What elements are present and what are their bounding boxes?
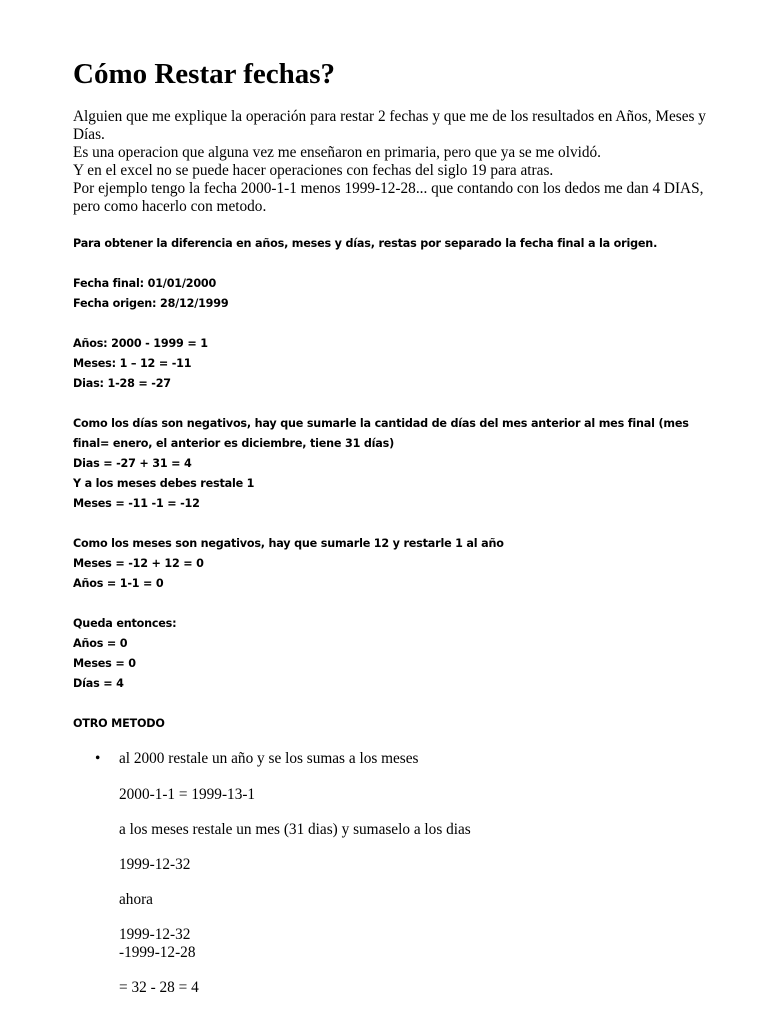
method-step: ahora xyxy=(119,891,153,908)
dias-line: Días = 4 xyxy=(73,677,124,690)
question-line: Alguien que me explique la operación para restar 2 fechas y que me de los resultados en Años, Meses y Días. xyxy=(73,108,706,143)
method-step: a los meses restale un mes (31 dias) y sumaselo a los dias xyxy=(119,821,471,838)
method-step: 1999-12-32 xyxy=(119,856,191,873)
method-step: 2000-1-1 = 1999-13-1 xyxy=(119,786,256,803)
question-line: Y en el excel no se puede hacer operaciones con fechas del siglo 19 para atras. xyxy=(73,162,554,179)
list-item xyxy=(73,750,713,997)
anos-line: Años = 1-1 = 0 xyxy=(73,577,164,590)
anos-line: Años: 2000 - 1999 = 1 xyxy=(73,337,208,350)
method-list xyxy=(73,750,713,997)
fecha-origen: Fecha origen: 28/12/1999 xyxy=(73,297,229,310)
anos-line: Años = 0 xyxy=(73,637,128,650)
answer-intro: Para obtener la diferencia en años, meses y días, restas por separado la fecha final a la origen. xyxy=(73,237,658,250)
meses-line: Meses = 0 xyxy=(73,657,136,670)
question-text xyxy=(73,108,715,216)
fecha-final: Fecha final: 01/01/2000 xyxy=(73,277,217,290)
question-line: Es una operacion que alguna vez me enseñaron en primaria, pero que ya se me olvidó. xyxy=(73,144,601,161)
question-line: Por ejemplo tengo la fecha 2000-1-1 menos 1999-12-28... que contando con los dedos me dan 4 DIAS, pero como hacerlo con metodo. xyxy=(73,180,704,215)
dias-negativos-text: Como los días son negativos, hay que sumarle la cantidad de días del mes anterior al mes final (mes final= enero, el anterior es diciembre, tiene 31 días) xyxy=(73,417,689,450)
bullet-icon: • xyxy=(95,750,101,767)
method-step: 1999-12-32 xyxy=(119,926,191,943)
method-step: = 32 - 28 = 4 xyxy=(119,979,199,996)
restale-line: Y a los meses debes restale 1 xyxy=(73,477,255,490)
method-step: -1999-12-28 xyxy=(119,944,196,961)
method-step: al 2000 restale un año y se los sumas a los meses xyxy=(119,750,419,767)
meses-line: Meses = -12 + 12 = 0 xyxy=(73,557,204,570)
meses-line: Meses = -11 -1 = -12 xyxy=(73,497,200,510)
meses-negativos-text: Como los meses son negativos, hay que sumarle 12 y restarle 1 al año xyxy=(73,537,504,550)
page-title: Cómo Restar fechas? xyxy=(73,58,336,90)
dias-line: Dias = -27 + 31 = 4 xyxy=(73,457,192,470)
otro-metodo-heading: OTRO METODO xyxy=(73,717,165,730)
queda-line: Queda entonces: xyxy=(73,617,177,630)
answer-text xyxy=(73,234,723,734)
dias-line: Dias: 1-28 = -27 xyxy=(73,377,171,390)
meses-line: Meses: 1 – 12 = -11 xyxy=(73,357,192,370)
